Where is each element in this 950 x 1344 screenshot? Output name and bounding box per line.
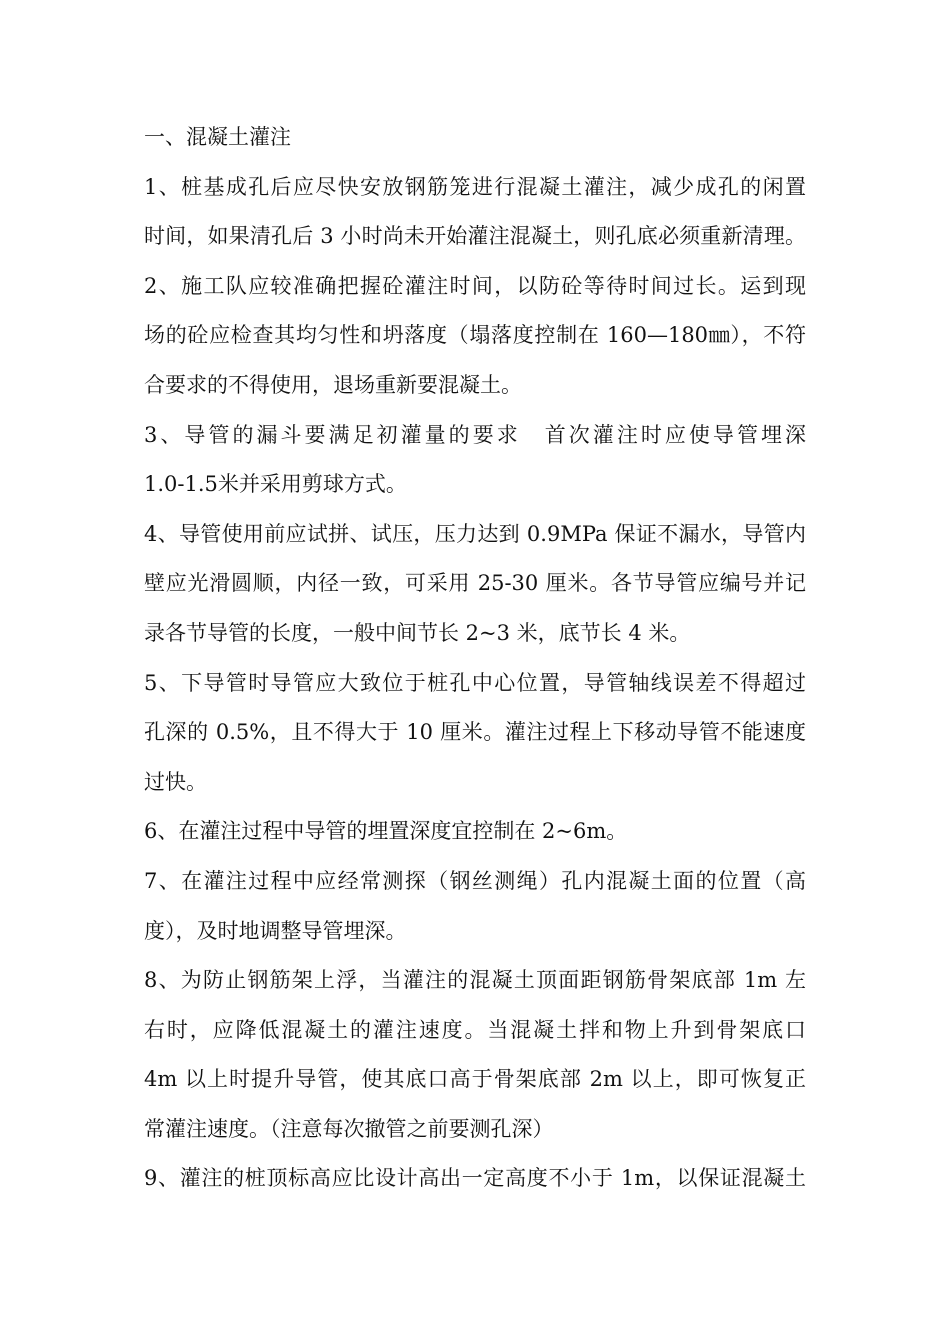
- paragraph-line: 右时，应降低混凝土的灌注速度。当混凝土拌和物上升到骨架底口: [144, 1017, 806, 1042]
- paragraph-line: 常灌注速度。（注意每次撤管之前要测孔深）: [144, 1116, 554, 1141]
- paragraph-line: 3、导管的漏斗要满足初灌量的要求 首次灌注时应使导管埋深: [144, 422, 806, 447]
- paragraph-line: 1、桩基成孔后应尽快安放钢筋笼进行混凝土灌注，减少成孔的闲置: [144, 174, 806, 199]
- paragraph-line: 2、施工队应较准确把握砼灌注时间，以防砼等待时间过长。运到现: [144, 273, 806, 298]
- paragraph-line: 7、在灌注过程中应经常测探（钢丝测绳）孔内混凝土面的位置（高: [144, 868, 806, 893]
- paragraph-line: 5、下导管时导管应大致位于桩孔中心位置，导管轴线误差不得超过: [144, 670, 806, 695]
- paragraph-line: 度），及时地调整导管埋深。: [144, 918, 407, 943]
- paragraph-line: 过快。: [144, 769, 207, 794]
- document-body: [144, 113, 806, 1204]
- paragraph-line: 9、灌注的桩顶标高应比设计高出一定高度不小于 1m，以保证混凝土: [144, 1166, 806, 1191]
- paragraph-line: 8、为防止钢筋架上浮，当灌注的混凝土顶面距钢筋骨架底部 1m 左: [144, 968, 806, 993]
- paragraph-line: 场的砼应检查其均匀性和坍落度（塌落度控制在 160—180㎜），不符: [144, 323, 806, 348]
- paragraph-line: 时间，如果清孔后 3 小时尚未开始灌注混凝土，则孔底必须重新清理。: [144, 224, 806, 249]
- paragraph-line: 4m 以上时提升导管，使其底口高于骨架底部 2m 以上，即可恢复正: [144, 1067, 806, 1092]
- section-heading: 一、混凝土灌注: [144, 125, 291, 149]
- paragraph-line: 6、在灌注过程中导管的埋置深度宜控制在 2~6m。: [144, 819, 628, 844]
- paragraph-line: 录各节导管的长度，一般中间节长 2~3 米，底节长 4 米。: [144, 620, 691, 645]
- paragraph-line: 1.0-1.5米并采用剪球方式。: [144, 472, 407, 497]
- paragraph-line: 孔深的 0.5%，且不得大于 10 厘米。灌注过程上下移动导管不能速度: [144, 720, 806, 745]
- paragraph-line: 壁应光滑圆顺，内径一致，可采用 25-30 厘米。各节导管应编号并记: [144, 571, 806, 596]
- paragraph-line: 4、导管使用前应试拼、试压，压力达到 0.9MPa 保证不漏水，导管内: [144, 521, 806, 546]
- paragraph-line: 合要求的不得使用，退场重新要混凝土。: [144, 372, 522, 397]
